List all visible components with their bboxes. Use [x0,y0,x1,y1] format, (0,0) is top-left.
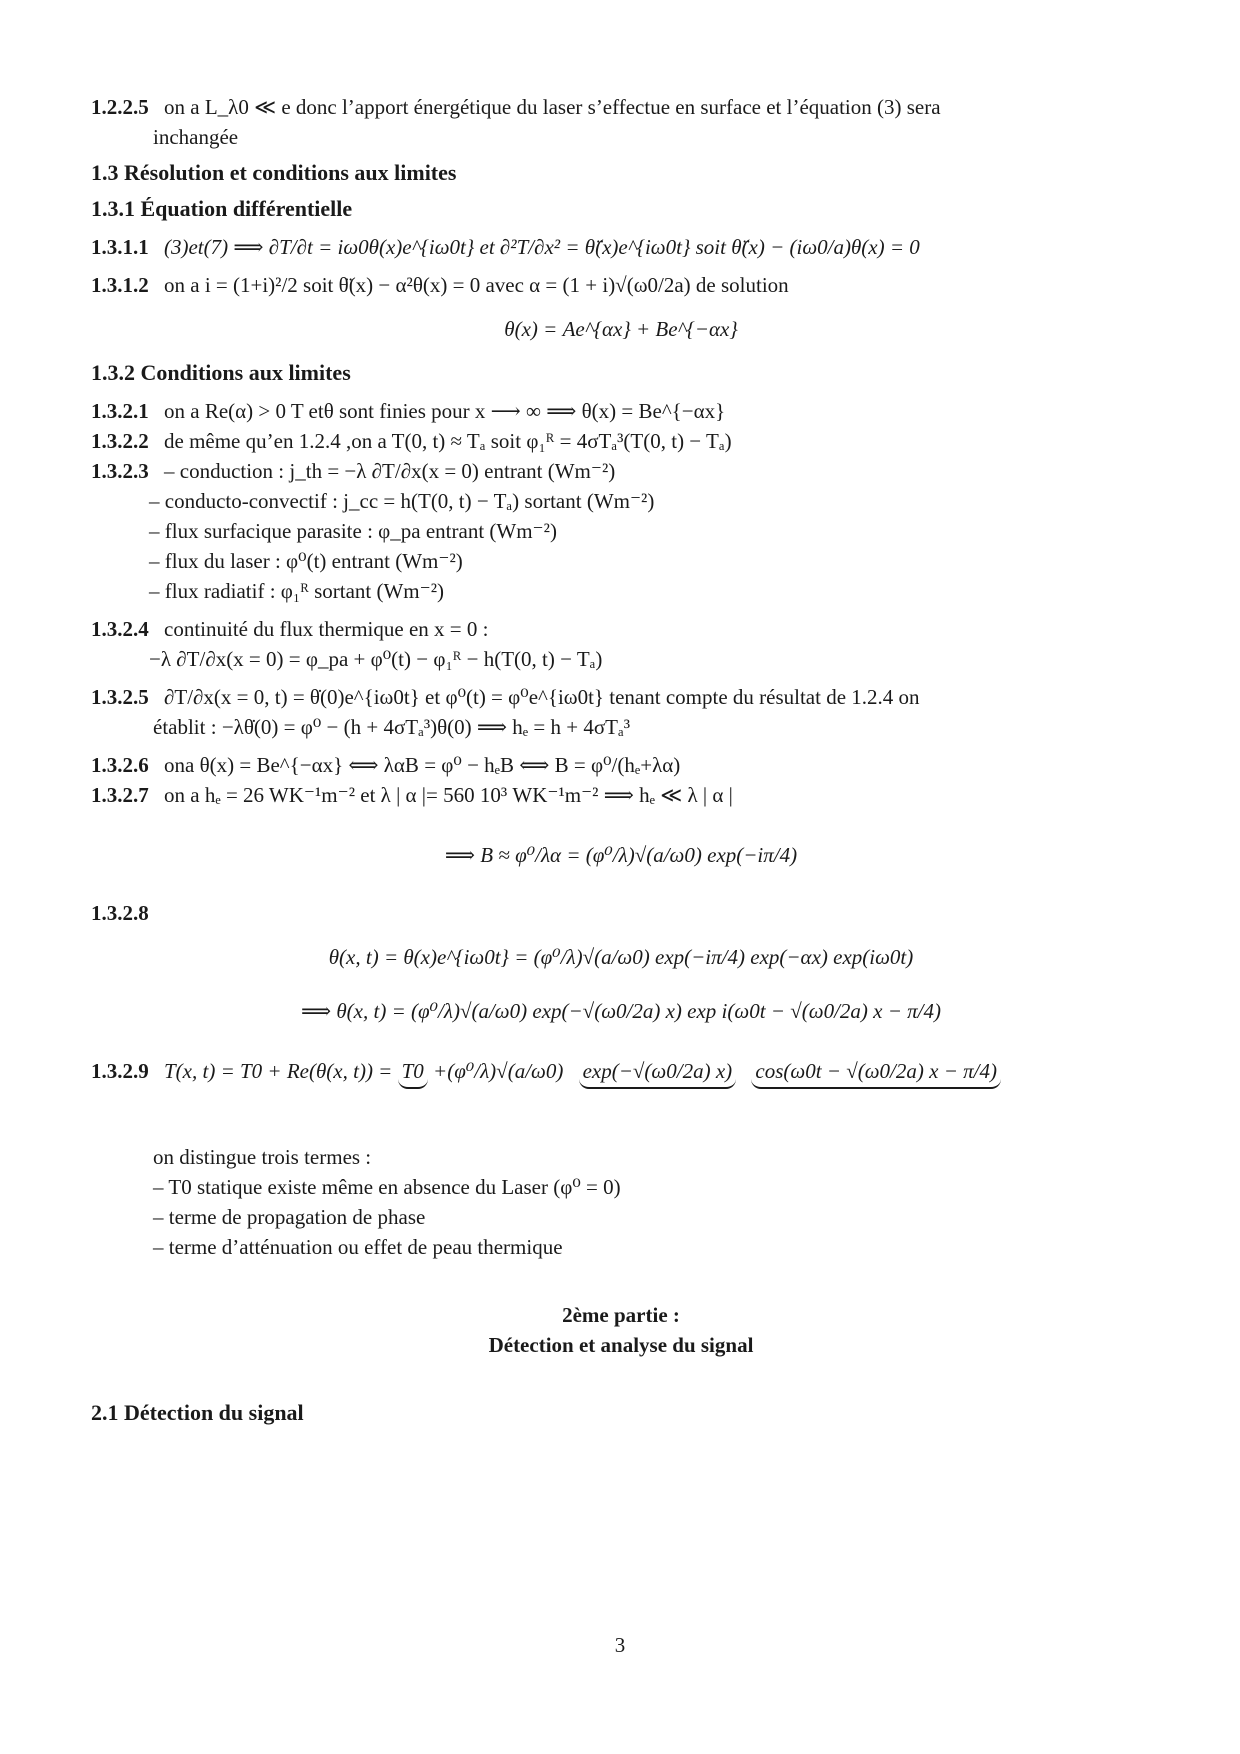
item-text: – conduction : j_th = −λ ∂T/∂x(x = 0) entrant (Wm⁻²) [164,459,616,483]
item-equation: T(x, t) = T0 + Re(θ(x, t)) = [164,1059,393,1083]
item-1322 [91,426,1151,456]
item-equation: (3)et(7) ⟹ ∂T/∂t = iω0θ(x)e^{iω0t} et ∂²T/∂x² = θ̈(x)e^{iω0t} soit θ̈(x) − (iω0/a)θ(x) = 0 [164,235,920,259]
term-propagation: cos(ω0t − √(ω0/2a) x − π/4) [751,1059,1001,1089]
equation-B-approx: ⟹ B ≈ φ⁰/λα = (φ⁰/λ)√(a/ω0) exp(−iπ/4) [444,843,798,867]
item-continuation: établit : −λθ̇(0) = φ⁰ − (h + 4σTₐ³)θ(0) ⟹ hₑ = h + 4σTₐ³ [153,715,631,739]
item-1325 [91,682,1151,712]
item-1326 [91,750,1151,780]
item-1328 [91,898,1151,928]
equation-theta-xt-expanded: ⟹ θ(x, t) = (φ⁰/λ)√(a/ω0) exp(−√(ω0/2a) x) exp i(ω0t − √(ω0/2a) x − π/4) [301,999,941,1023]
item-number: 1.3.2.3 [91,459,149,483]
item-number: 1.3.2.8 [91,901,149,925]
term-list-item: – T0 statique existe même en absence du Laser (φ⁰ = 0) [153,1175,621,1199]
section-heading-1-3-1: 1.3.1 Équation différentielle [91,196,353,221]
term-list-item: – terme d’atténuation ou effet de peau thermique [153,1235,563,1259]
item-number: 1.3.1.2 [91,273,149,297]
item-1312 [91,270,1151,300]
item-1329 [91,1056,1151,1086]
item-text: ona θ(x) = Be^{−αx} ⟺ λαB = φ⁰ − hₑB ⟺ B = φ⁰/(hₑ+λα) [164,753,681,777]
item-equation: on a i = (1+i)²/2 soit θ̈(x) − α²θ(x) = 0 avec α = (1 + i)√(ω0/2a) de solution [164,273,789,297]
item-1311 [91,232,1151,262]
item-number: 1.3.2.5 [91,685,149,709]
term-list-item: – terme de propagation de phase [153,1205,426,1229]
term-static: T0 [398,1059,428,1089]
item-number: 1.3.2.9 [91,1059,149,1083]
item-number: 1.3.1.1 [91,235,149,259]
item-number: 1.3.2.2 [91,429,149,453]
flux-item-parasite: – flux surfacique parasite : φ_pa entrant (Wm⁻²) [149,519,557,543]
item-text: on a Re(α) > 0 T etθ sont finies pour x ⟶ ∞ ⟹ θ(x) = Be^{−αx} [164,399,726,423]
item-1225 [91,92,1151,122]
item-text: on a L_λ0 ≪ e donc l’apport énergétique du laser s’effectue en surface et l’équation (3) sera [164,95,941,119]
item-number: 1.3.2.6 [91,753,149,777]
item-1324 [91,614,1151,644]
item-number: 1.3.2.1 [91,399,149,423]
item-1323 [91,456,1151,486]
part-title: 2ème partie : [562,1303,680,1327]
item-text: de même qu’en 1.2.4 ,on a T(0, t) ≈ Tₐ soit φ₁ᴿ = 4σTₐ³(T(0, t) − Tₐ) [164,429,732,453]
flux-item-radiatif: – flux radiatif : φ₁ᴿ sortant (Wm⁻²) [149,579,445,603]
terms-intro: on distingue trois termes : [153,1145,372,1169]
equation-theta-xt: θ(x, t) = θ(x)e^{iω0t} = (φ⁰/λ)√(a/ω0) exp(−iπ/4) exp(−αx) exp(iω0t) [328,945,914,969]
term-amplitude: +(φ⁰/λ)√(a/ω0) [433,1059,564,1083]
item-1327 [91,780,1151,810]
section-heading-2-1: 2.1 Détection du signal [91,1400,304,1425]
item-text: on a hₑ = 26 WK⁻¹m⁻² et λ | α |= 560 10³ WK⁻¹m⁻² ⟹ hₑ ≪ λ | α | [164,783,733,807]
part-subtitle: Détection et analyse du signal [488,1333,754,1357]
item-number: 1.3.2.7 [91,783,149,807]
item-text: continuité du flux thermique en x = 0 : [164,617,489,641]
item-continuation: inchangée [153,125,239,149]
flux-continuity-equation: −λ ∂T/∂x(x = 0) = φ_pa + φ⁰(t) − φ₁ᴿ − h(T(0, t) − Tₐ) [149,647,603,671]
flux-item-conducto-convectif: – conducto-convectif : j_cc = h(T(0, t) − Tₐ) sortant (Wm⁻²) [149,489,655,513]
section-heading-1-3: 1.3 Résolution et conditions aux limites [91,160,457,185]
term-attenuation: exp(−√(ω0/2a) x) [579,1059,737,1089]
section-heading-1-3-2: 1.3.2 Conditions aux limites [91,360,351,385]
item-text: ∂T/∂x(x = 0, t) = θ̇(0)e^{iω0t} et φ⁰(t) = φ⁰e^{iω0t} tenant compte du résultat de 1.2.4 on [164,685,920,709]
item-1321 [91,396,1151,426]
flux-item-laser: – flux du laser : φ⁰(t) entrant (Wm⁻²) [149,549,463,573]
item-number: 1.2.2.5 [91,95,149,119]
page-number: 3 [614,1633,626,1657]
item-number: 1.3.2.4 [91,617,149,641]
equation-theta-solution: θ(x) = Ae^{αx} + Be^{−αx} [504,317,738,341]
document-page [91,92,1151,1428]
